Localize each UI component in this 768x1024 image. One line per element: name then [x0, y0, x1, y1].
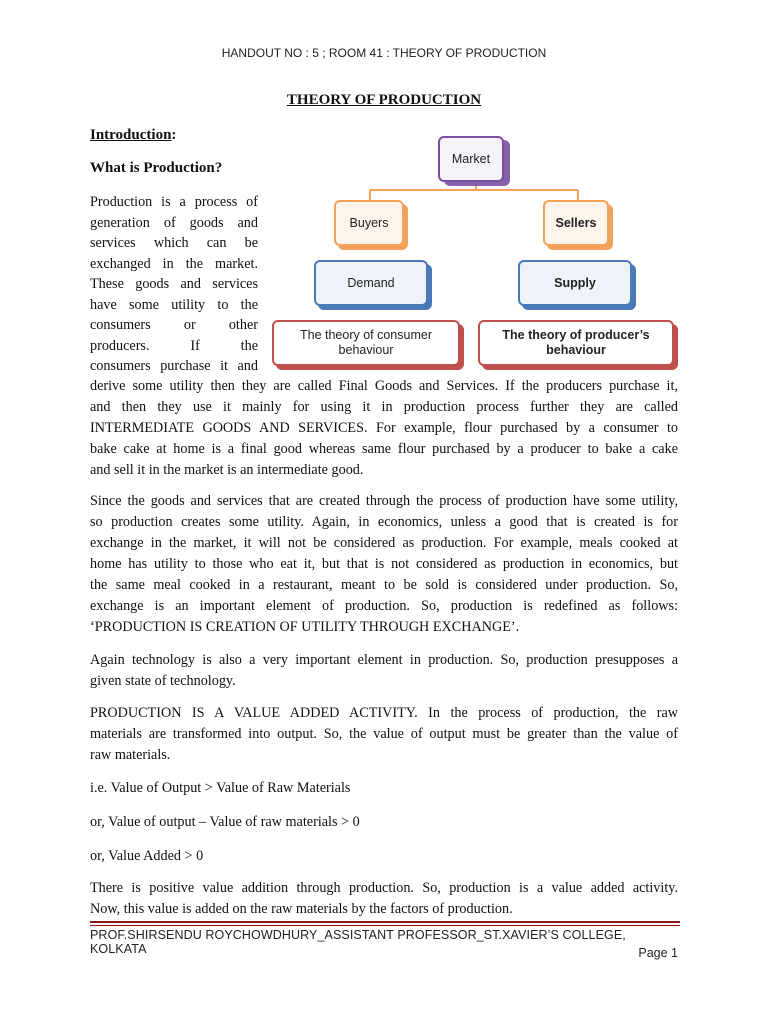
text-line: raw materials. — [90, 747, 171, 763]
side-line: These goods and services — [90, 276, 258, 292]
text-line: so production creates some utility. Again, in economics, unless a good that is created is for — [90, 514, 678, 530]
footer-divider — [90, 921, 680, 923]
footer-divider-thin — [90, 925, 680, 926]
section-heading-introduction — [90, 127, 176, 144]
buyers-label: Buyers — [349, 216, 389, 230]
side-line: Production is a process of — [90, 194, 258, 210]
page-number: Page 1 — [638, 946, 678, 960]
demand-label: Demand — [347, 276, 395, 290]
sellers-node — [543, 200, 609, 246]
text-line: Since the goods and services that are created through the process of production have some utility, — [90, 493, 678, 509]
introduction-label: Introduction — [90, 127, 172, 143]
market-label: Market — [451, 152, 491, 166]
equation-1: i.e. Value of Output > Value of Raw Materials — [90, 780, 351, 796]
text-line: exchange is an important element of production. So, production is redefined as follows: — [90, 598, 678, 614]
side-line: services which can be — [90, 235, 258, 251]
text-line: and then they use it mainly for using it in production process further they are called — [90, 399, 678, 415]
equation-3: or, Value Added > 0 — [90, 848, 204, 864]
intro-side-paragraph — [90, 192, 258, 377]
footer-author: PROF.SHIRSENDU ROYCHOWDHURY_ASSISTANT PROFESSOR_ST.XAVIER’S COLLEGE, KOLKATA — [90, 928, 626, 956]
paragraph-technology — [90, 650, 678, 692]
text-line: ‘PRODUCTION IS CREATION OF UTILITY THROUGH EXCHANGE’. — [90, 619, 520, 635]
text-line: materials are transformed into output. So, the value of output must be greater than the value of — [90, 726, 678, 742]
text-line: the same meal cooked in a restaurant, meant to be sold is considered under production. So, — [90, 577, 678, 593]
side-line: have some utility to the — [90, 296, 258, 313]
side-line: generation of goods and — [90, 214, 258, 231]
producer-theory-label: The theory of producer’s behaviour — [502, 328, 650, 357]
consumer-theory-node — [272, 320, 460, 366]
paragraph-positive-value-addition — [90, 878, 678, 920]
page-title: THEORY OF PRODUCTION — [286, 92, 482, 108]
paragraph-utility-exchange — [90, 491, 678, 638]
supply-node — [518, 260, 632, 306]
text-line: There is positive value addition through production. So, production is a value added activity. — [90, 880, 678, 896]
market-node — [438, 136, 504, 182]
buyers-node — [334, 200, 404, 246]
equation-2: or, Value of output – Value of raw materials > 0 — [90, 814, 360, 830]
text-line: PRODUCTION IS A VALUE ADDED ACTIVITY. In the process of production, the raw — [90, 705, 678, 721]
text-line: INTERMEDIATE GOODS AND SERVICES. For example, flour purchased by a consumer to — [90, 420, 678, 436]
consumer-theory-label: The theory of consumer behaviour — [299, 328, 432, 357]
producer-theory-node — [478, 320, 674, 366]
side-line: consumers or other — [90, 317, 258, 333]
text-line: and sell it in the market is an intermediate good. — [90, 462, 364, 478]
text-line: exchange in the market, it will not be considered as production. For example, meals cooked at — [90, 535, 678, 551]
text-line: home has utility to those who eat it, but that is not considered as production in economics, but — [90, 556, 678, 572]
market-diagram — [270, 130, 690, 380]
text-line: derive some utility then they are called Final Goods and Services. If the producers purchase it, — [90, 378, 678, 394]
demand-node — [314, 260, 428, 306]
supply-label: Supply — [554, 276, 596, 290]
running-header: HANDOUT NO : 5 ; ROOM 41 : THEORY OF PRODUCTION — [221, 46, 547, 60]
sellers-label: Sellers — [555, 216, 597, 230]
side-line: producers. If the — [90, 337, 258, 354]
side-line: exchanged in the market. — [90, 255, 258, 272]
side-line: consumers purchase it and — [90, 358, 258, 374]
paragraph-final-intermediate-goods — [90, 376, 678, 481]
section-heading-what-is-production: What is Production? — [90, 160, 223, 176]
text-line: given state of technology. — [90, 673, 236, 689]
text-line: bake cake at home is a final good whereas same flour purchased by a producer to bake a cake — [90, 441, 678, 457]
paragraph-value-added — [90, 703, 678, 766]
text-line: Now, this value is added on the raw materials by the factors of production. — [90, 901, 513, 917]
text-line: Again technology is also a very important element in production. So, production presupposes a — [90, 652, 678, 668]
introduction-colon: : — [171, 127, 177, 143]
